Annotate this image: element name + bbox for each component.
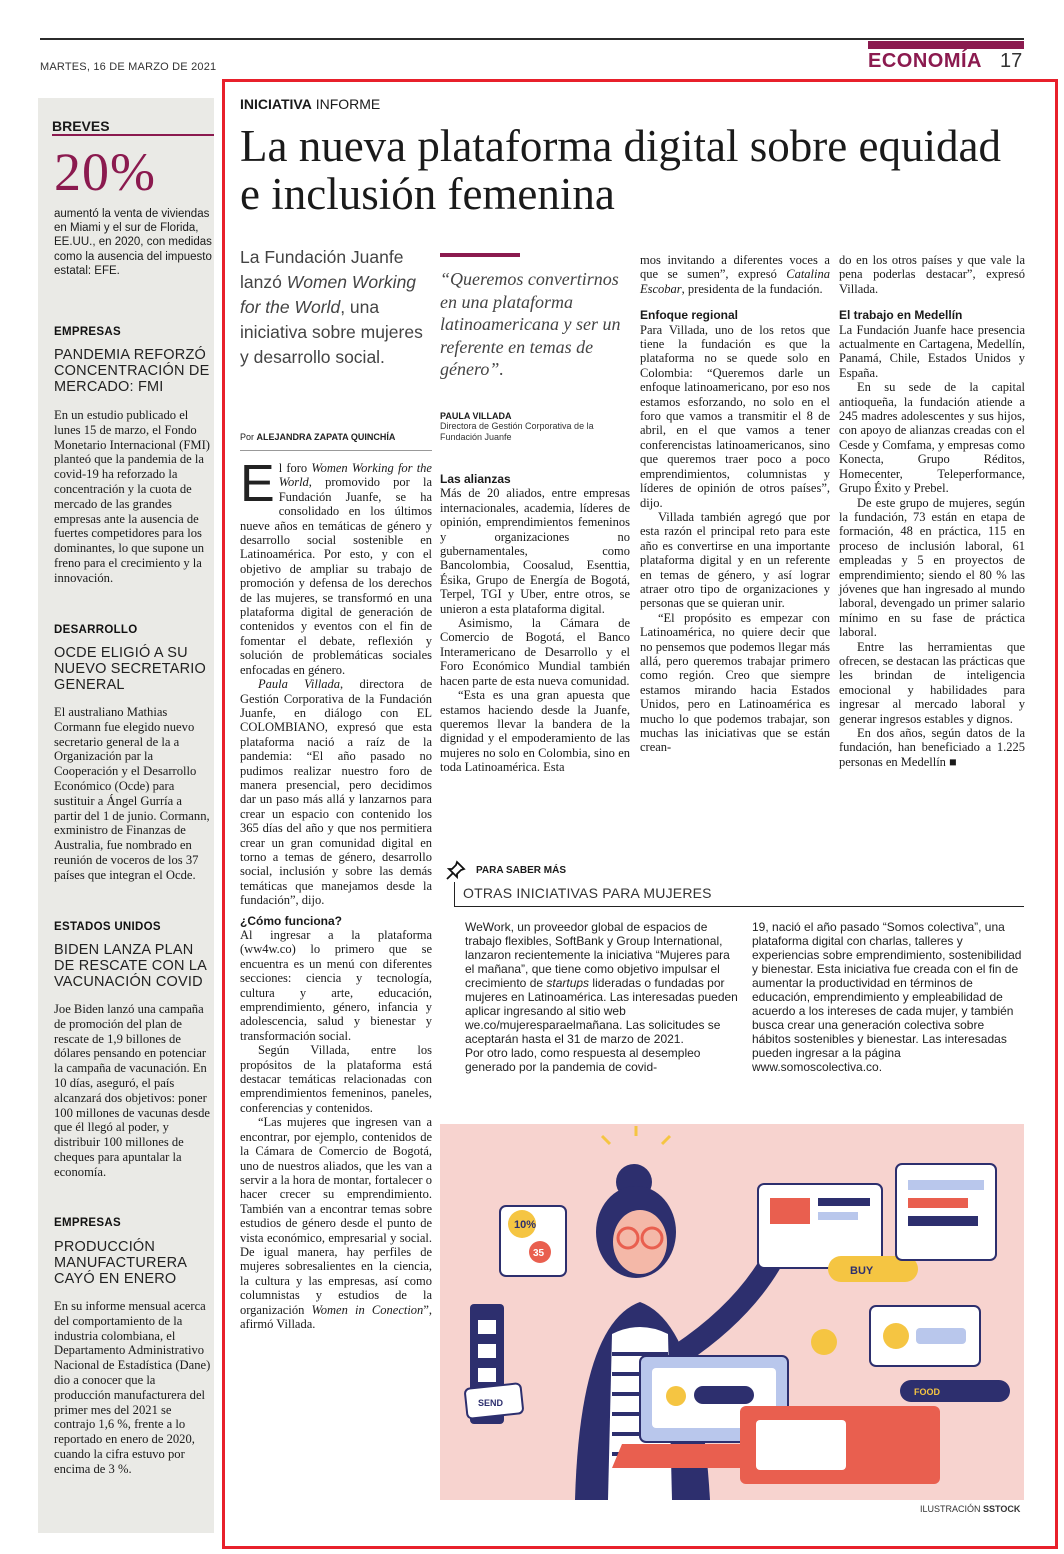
info-box-title: OTRAS INICIATIVAS PARA MUJERES	[463, 885, 712, 901]
paragraph: Al ingresar a la plataforma (ww4w.co) lo primero que se encuentra es un menú con diferentes secciones: ciencia y tecnología, cultura y arte, educación, emprendimiento, género, infancia y adolescencia, salud y bienestar y transformación social.	[240, 928, 432, 1043]
text-em: startups	[546, 976, 590, 990]
stat-value: 20%	[54, 142, 156, 202]
byline-author: ALEJANDRA ZAPATA QUINCHÍA	[256, 432, 396, 442]
section-bar	[868, 41, 1024, 49]
text-em: Catalina Escobar	[640, 267, 830, 296]
brief-headline: PRODUCCIÓN MANUFACTURERA CAYÓ EN ENERO	[54, 1239, 187, 1287]
illustration-label: FOOD	[914, 1387, 940, 1397]
byline-prefix: Por	[240, 432, 257, 442]
paragraph: do en los otros países y que vale la pena poderlas destacar”, expresó Villada.	[839, 253, 1025, 296]
info-text: Por otro lado, como respuesta al desempleo generado por la pandemia de covid-	[465, 1046, 701, 1074]
brief-headline: OCDE ELIGIÓ A SU NUEVO SECRETARIO GENERAL	[54, 645, 206, 693]
text: ”, afirmó Villada.	[240, 1302, 432, 1331]
highlight-frame	[222, 79, 1058, 1549]
subhead: Las alianzas	[440, 472, 511, 486]
credit-prefix: ILUSTRACIÓN	[920, 1504, 984, 1514]
paragraph: “Esta es una gran apuesta que estamos haciendo desde la Juanfe, queremos llevar la bandera de la dignidad y el empoderamiento de las mujeres no solo en Colombia, sino en toda Latinoamérica. Esta	[440, 688, 630, 775]
text: l foro	[278, 461, 312, 475]
pull-quote: “Queremos convertirnos en una plataforma latinoamericana y ser un referente en temas de género”.	[440, 269, 621, 379]
subhead: El trabajo en Medellín	[839, 308, 963, 323]
illustration-label: BUY	[850, 1265, 874, 1277]
sidebar-rule	[52, 134, 214, 136]
text-em: Women Working for the World	[278, 461, 432, 490]
kicker-rest: INFORME	[315, 96, 381, 112]
page-number: 17	[1000, 50, 1023, 72]
brief-kicker: DESARROLLO	[54, 624, 138, 636]
date-line: MARTES, 16 DE MARZO DE 2021	[40, 61, 217, 73]
brief-headline: PANDEMIA REFORZÓ CONCENTRACIÓN DE MERCADO: FMI	[54, 347, 210, 395]
section-name: ECONOMÍA	[868, 50, 982, 72]
stat-text: aumentó la venta de viviendas en Miami y el sur de Florida, EE.UU., en 2020, con medidas como la ausencia del impuesto estatal: EFE.	[54, 208, 212, 277]
kicker-bold: INICIATIVA	[240, 96, 312, 112]
article-headline: La nueva plataforma digital sobre equidad e inclusión femenina	[240, 121, 1001, 219]
paragraph: La Fundación Juanfe hace presencia actualmente en Cartagena, Medellín, Panamá, Chile, Estados Unidos y España.	[839, 322, 1025, 380]
paragraph: Más de 20 aliados, entre empresas internacionales, academia, líderes de opinión, emprendimientos femeninos y organizaciones no gubernamentales, como Bancolombia, Coosalud, Esenttia, Ésika, Grupo de Energía de Bogotá, Terpel, TGI y Uber, entre otros, se unieron a esta plataforma digital.	[440, 486, 630, 616]
paragraph: Asimismo, la Cámara de Comercio de Bogotá, el Banco Interamericano de Desarrollo y el Foro Económico Mundial también hacen parte de esta nueva comunidad.	[440, 616, 630, 688]
brief-body: Joe Biden lanzó una campaña de promoción del plan de rescate de 1,9 billones de dólares pensando en potenciar la campaña de vacunación. En 10 días, aseguró, el país alcanzará dos objetivos: poner 100 millones de vacunas desde que él llegó al poder, y distribuir 100 millones de cheques para apuntalar la economía.	[54, 1002, 210, 1179]
illustration-label: SEND	[478, 1398, 504, 1408]
drop-cap: E	[240, 455, 275, 513]
info-box-label: PARA SABER MÁS	[476, 865, 567, 876]
brief-item	[54, 326, 212, 586]
paragraph: Según Villada, entre los propósitos de la plataforma está destacar temáticas relacionadas con emprendimientos femeninos, paneles, conferencias y contenidos.	[240, 1043, 432, 1115]
paragraph: De este grupo de mujeres, según la fundación, 73 están en etapa de formación, 48 en práctica, 115 en proceso de inclusión laboral, 61 empleadas y 5 en proyectos de emprendimiento; siendo el 80 % las jóvenes que han ingresado al mundo laboral, devengado un primer salario mínimo en su fase de práctica laboral.	[839, 495, 1025, 640]
brief-kicker: EMPRESAS	[54, 1217, 121, 1229]
text: lideradas o fundadas por mujeres en Latinoamérica. Las interesadas pueden aplicar ingresando al sitio web we.co/mujeresparaelmañana. Las solicitudes se aceptarán hasta el 31 de marzo de 2021.	[465, 976, 738, 1046]
brief-kicker: ESTADOS UNIDOS	[54, 921, 161, 933]
paragraph: Entre las herramientas que ofrecen, se destacan las prácticas que les brindan de inteligencia emocional y habilidades para ingresar al mercado laboral y generar ingresos estables y dignos.	[839, 639, 1026, 726]
illustration-label: 10%	[514, 1219, 537, 1231]
text: mos invitando a diferentes voces a que se sumen”, expresó	[640, 253, 830, 282]
subhead: Enfoque regional	[640, 308, 739, 323]
credit-name: SSTOCK	[983, 1504, 1021, 1514]
quote-role: Directora de Gestión Corporativa de la Fundación Juanfe	[440, 421, 594, 442]
paragraph: Villada también agregó que por esta razón el principal reto para este año es convertirse en una importante plataforma digital y en un referente en temas de género, y así lograr atraer otro tipo de organizaciones y personas que se quieran unir.	[640, 509, 830, 611]
deck-em: Women Working for the World	[240, 272, 417, 317]
text: WeWork, un proveedor global de espacios de trabajo flexibles, SoftBank y Group International, lanzaron recientemente la iniciativa “Mujeres para el mañana”, que tiene como objetivo impulsar el crecimiento de	[465, 920, 730, 990]
paragraph: “El propósito es empezar con Latinoamérica, no quiere decir que no pensemos que podemos llegar más allá, pero queremos trabajar primero como región. Creo que siempre estamos mirando hacia Estados Unidos, pero en Latinoamérica es mucho lo que podemos trabajar, son muchas las iniciativas que se están crean-	[640, 610, 830, 755]
brief-headline: BIDEN LANZA PLAN DE RESCATE CON LA VACUNACIÓN COVID	[54, 942, 207, 990]
deck-text: La Fundación Juanfe lanzó	[240, 247, 404, 292]
text-em: Paula Villada	[258, 677, 341, 692]
brief-body: El australiano Mathias Cormann fue elegido nuevo secretario general de la a Organización par la Cooperación y el Desarrollo Económico (Ocde) para sustituir a Ángel Gurría a partir del 1 de junio. Cormann, exministro de Finanzas de Australia, fue nombrado en reunión de voceros de los 37 países que integran el Ocde.	[54, 705, 210, 882]
brief-kicker: EMPRESAS	[54, 326, 121, 338]
brief-body: En su informe mensual acerca del comportamiento de la industria colombiana, el Departamento Administrativo Nacional de Estadística (Dane) dio a conocer que la producción manufacturera del primer mes del 2021 se contrajo 1,6 %, frente a lo reportado en enero de 2020, cuando la cifra estuvo por encima de 3 %.	[54, 1299, 211, 1476]
text: , promovido por la Fundación Juanfe, se ha consolidado en los últimos nueve años en temáticas de género y desarrollo social sostenible en Latinoamérica. Por esto, y con el objetivo de ampliar su trabajo de promoción y defensa de los derechos de las mujeres, se transformó en una plataforma digital de generación de contenidos y eventos con el fin de fomentar el debate, reflexión y solución de problemáticas sociales enfocadas en género.	[240, 475, 432, 677]
illustration-label: 35	[533, 1248, 545, 1259]
paragraph: Para Villada, uno de los retos que tiene la fundación es que la plataforma no se quede solo en Colombia: “Queremos darle un enfoque latinoamericano, por eso nos estamos esforzando, no solo en el foro que vamos a transmitir el 8 de abril, en el que vamos a tener conferencistas latinoamericanos, sino que queremos traer poco a poco emprendimientos, columnistas y líderes de opinión de otros países”, dijo.	[640, 322, 830, 510]
paragraph: En su sede de la capital antioqueña, la fundación atiende a 245 madres adolescentes y sus hijos, con apoyo de alianzas creadas con el Cesde y Comfama, y empresas como Konecta, Grupo Réditos, Homecenter, Teleperformance, Grupo Éxito y Prebel.	[839, 380, 1025, 496]
text: “Las mujeres que ingresen van a encontrar, por ejemplo, contenidos de la Cámara de Comercio de Bogotá, uno de nuestros aliados, que les van a servir a la hora de montar, fortalecer o hacer crecer su emprendimiento. También van a encontrar temas sobre estudios de género desde el punto de vista económico, empresarial y social. De igual manera, hay perfiles de mujeres sobresalientes en la ciencia, la cultura y las empresas, así como columnistas y estudios de la organización	[240, 1115, 432, 1317]
text-em: Women in Conection	[311, 1302, 424, 1317]
sidebar-label: BREVES	[52, 118, 110, 134]
paragraph: En dos años, según datos de la fundación, han beneficiado a 1.225 personas en Medellín ■	[839, 726, 1025, 769]
subhead: ¿Cómo funciona?	[240, 913, 342, 928]
deck-text: , una iniciativa sobre mujeres y desarrollo social.	[240, 297, 423, 367]
quote-author: PAULA VILLADA	[440, 411, 512, 421]
brief-body: En un estudio publicado el lunes 15 de marzo, el Fondo Monetario Internacional (FMI) planteó que la pandemia de la covid-19 ha reforzado la concentración y la cuota de mercado de las grandes empresas ante la ausencia de fuertes competidores para los dominantes, lo que supone un freno para el crecimiento y la innovación.	[54, 408, 210, 585]
text: , directora de Gestión Corporativa de la Fundación Juanfe, en diálogo con EL COLOMBIANO, expresó que esta plataforma nació a raíz de la pandemia: “El año pasado no pudimos realizar nuestro foro de manera presencial, pero decidimos dar un paso más allá y lanzarnos para crear un espacio con contenido los 365 días del año y que nos permitiera crear un gran comunidad digital en torno a temas de género, desarrollo social, inclusión y sobre las demás temáticas que manejamos desde la fundación”, dijo.	[240, 677, 432, 908]
top-rule	[40, 38, 1024, 40]
info-box-column-right: 19, nació el año pasado “Somos colectiva”, una plataforma digital con charlas, talleres y experiencias sobre emprendimiento, sostenibilidad y bienestar. Esta iniciativa fue creada con el fin de aumentar la productividad en términos de educación, emprendimiento y empleabilidad de acuerdo a los intereses de cada mujer, y también busca crear una generación colectiva sobre hábitos sostenibles y bienestar. Las interesadas pueden ingresar a la página www.somoscolectiva.co.	[752, 920, 1022, 1074]
brief-item	[54, 1217, 212, 1477]
text: , presidenta de la fundación.	[681, 281, 823, 296]
brief-item	[54, 624, 212, 883]
brief-item	[54, 921, 212, 1180]
